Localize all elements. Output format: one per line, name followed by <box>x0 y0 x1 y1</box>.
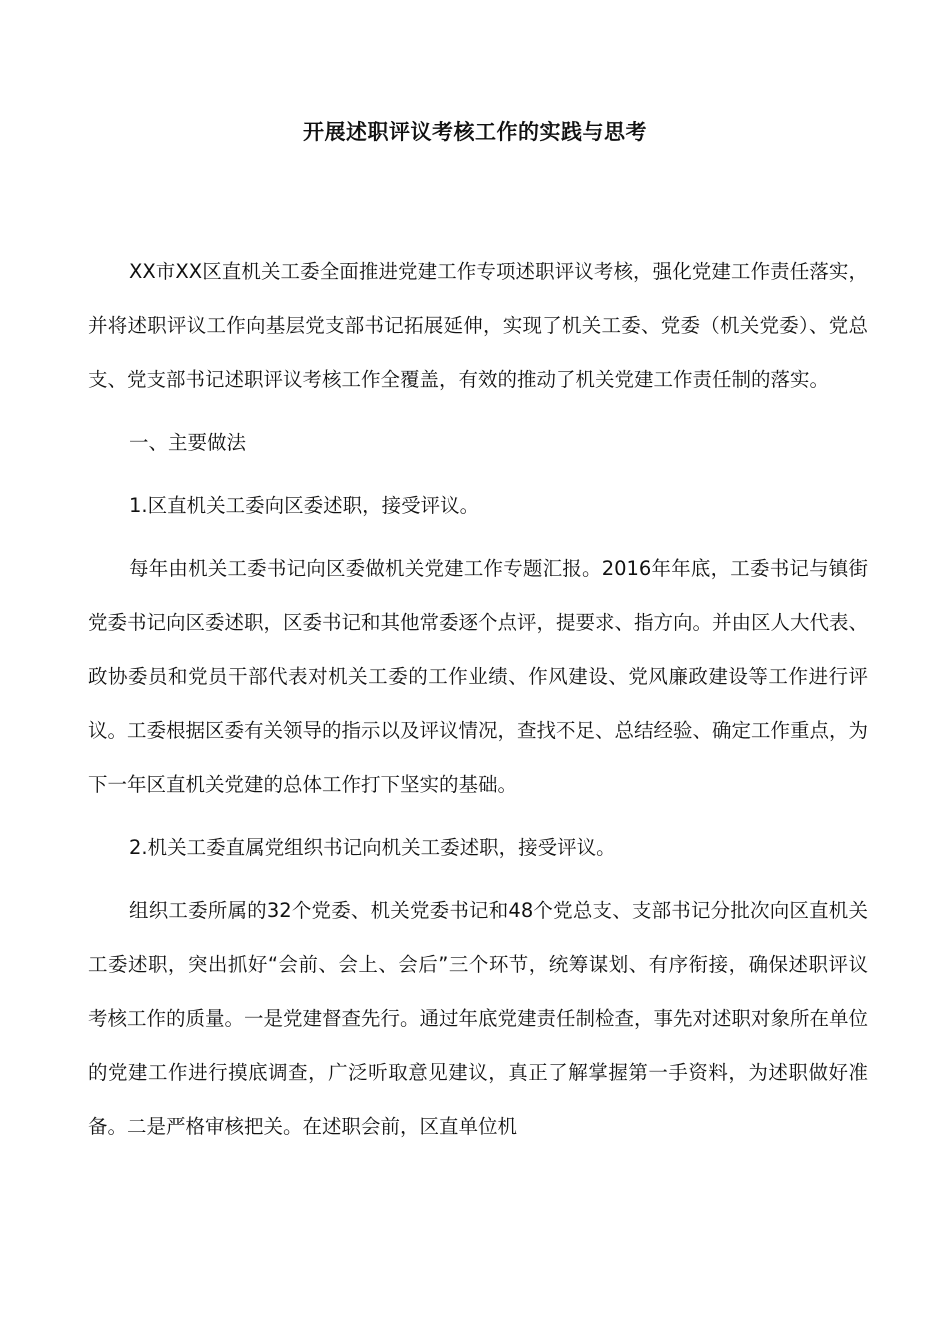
paragraph-organization-review: 组织工委所属的32个党委、机关党委书记和48个党总支、支部书记分批次向区直机关工委述职，突出抓好“会前、会上、会后”三个环节，统筹谋划、有序衔接，确保述职评议考核工作的质量。一是党建督查先行。通过年底党建责任制检查，事先对述职对象所在单位的党建工作进行摸底调查，广泛听取意见建议，真正了解掌握第一手资料，为述职做好准备。二是严格审核把关。在述职会前，区直单位机 <box>88 899 869 1138</box>
document-title: 开展述职评议考核工作的实践与思考 <box>303 120 647 144</box>
subsection-heading-2: 2.机关工委直属党组织书记向机关工委述职，接受评议。 <box>129 836 616 859</box>
document-body <box>88 245 868 1163</box>
intro-paragraph: XX市XX区直机关工委全面推进党建工作专项述职评议考核，强化党建工作责任落实，并将述职评议工作向基层党支部书记拓展延伸，实现了机关工委、党委（机关党委）、党总支、党支部书记述职评议考核工作全覆盖，有效的推动了机关党建工作责任制的落实。 <box>88 260 868 391</box>
subsection-heading-1: 1.区直机关工委向区委述职，接受评议。 <box>129 494 480 517</box>
paragraph-annual-report: 每年由机关工委书记向区委做机关党建工作专题汇报。2016年年底，工委书记与镇街党委书记向区委述职，区委书记和其他常委逐个点评，提要求、指方向。并由区人大代表、政协委员和党员干部代表对机关工委的工作业绩、作风建设、党风廉政建设等工作进行评议。工委根据区委有关领导的指示以及评议情况，查找不足、总结经验、确定工作重点，为下一年区直机关党建的总体工作打下坚实的基础。 <box>88 557 869 796</box>
section-heading-main-practices: 一、主要做法 <box>129 431 247 454</box>
